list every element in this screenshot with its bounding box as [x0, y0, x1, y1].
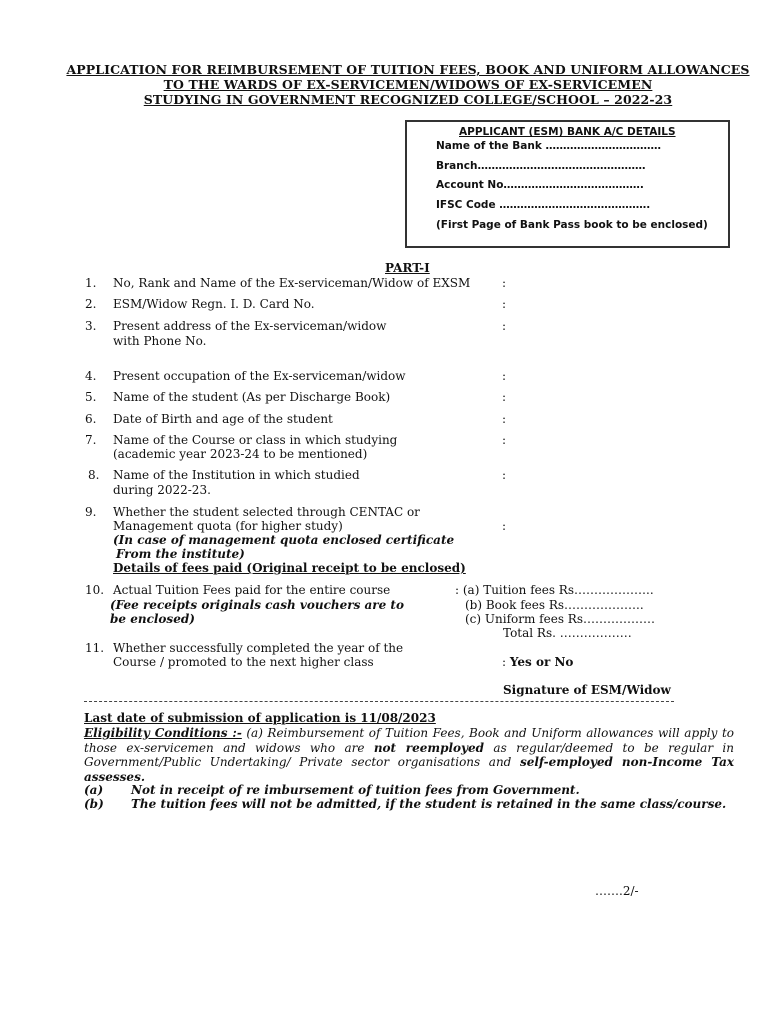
condition-a-text: Not in receipt of re imbursement of tuition fees from Government.	[131, 783, 580, 797]
item-1-number: 1.	[85, 276, 97, 290]
item-3-label-cont: with Phone No.	[113, 334, 207, 348]
item-11-label-cont: Course / promoted to the next higher class	[113, 655, 374, 669]
part-heading: PART-I	[385, 261, 430, 275]
item-2-label: ESM/Widow Regn. I. D. Card No.	[113, 297, 315, 311]
uniform-fees-line: (c) Uniform fees Rs………………	[465, 612, 655, 626]
item-11-answer-colon: :	[502, 655, 510, 669]
bank-account-field: Account No………………………………….	[436, 179, 644, 191]
bank-name-field: Name of the Bank ……………………………	[436, 140, 662, 152]
item-8-label: Name of the Institution in which studied	[113, 468, 360, 482]
item-11-label: Whether successfully completed the year of the	[113, 641, 404, 655]
eligibility-text-2: as regular/deemed to be regular in Government/Public Undertaking/ Private sector organisations and	[84, 740, 734, 769]
eligibility-label: Eligibility Conditions :-	[84, 726, 242, 740]
eligibility-self-employed: self-employed	[519, 755, 613, 769]
yes-or-no: Yes or No	[509, 655, 574, 669]
item-6-colon: :	[502, 412, 507, 426]
item-9-note-cont: From the institute)	[116, 547, 245, 561]
tuition-fees-line: : (a) Tuition fees Rs………………..	[455, 583, 654, 597]
item-10-note-cont: be enclosed)	[110, 612, 195, 626]
item-6-label: Date of Birth and age of the student	[113, 412, 333, 426]
signature-label: Signature of ESM/Widow	[503, 683, 671, 697]
bank-details-heading: APPLICANT (ESM) BANK A/C DETAILS	[459, 126, 676, 138]
item-9-note: (In case of management quota enclosed certificate	[113, 533, 455, 547]
item-7-label: Name of the Course or class in which studying	[113, 433, 398, 447]
item-10-label: Actual Tuition Fees paid for the entire course	[113, 583, 391, 597]
item-5-label: Name of the student (As per Discharge Book)	[113, 390, 391, 404]
item-3-colon: :	[502, 319, 507, 333]
eligibility-conditions	[84, 726, 734, 784]
item-9-number: 9.	[85, 505, 97, 519]
item-8-label-cont: during 2022-23.	[113, 483, 211, 497]
item-2-number: 2.	[85, 297, 97, 311]
eligibility-not-reemployed: not reemployed	[373, 740, 485, 755]
form-title-line-3: STUDYING IN GOVERNMENT RECOGNIZED COLLEGE/SCHOOL – 2022-23	[143, 92, 673, 107]
last-date-notice: Last date of submission of application is 11/08/2023	[84, 711, 436, 725]
total-fees-line: Total Rs. ………………	[503, 626, 632, 640]
item-3-number: 3.	[85, 319, 97, 333]
condition-a-label: (a)	[84, 783, 104, 797]
item-7-colon: :	[502, 433, 507, 447]
bank-ifsc-field: IFSC Code …………………………………….	[436, 199, 651, 211]
item-5-number: 5.	[85, 390, 97, 404]
eligibility-text-1: (a) Reimbursement of Tuition Fees, Book and Uniform allowances will apply to those ex-servicemen and widows who are	[84, 726, 735, 755]
item-8-number: 8.	[88, 468, 100, 482]
item-9-label-cont: Management quota (for higher study)	[113, 519, 343, 533]
item-4-number: 4.	[85, 369, 97, 383]
bank-details-box	[405, 120, 730, 248]
bank-branch-field: Branch…………………………………………	[436, 160, 646, 172]
bank-passbook-note: (First Page of Bank Pass book to be enclosed)	[436, 219, 708, 231]
page-continuation: …….2/-	[595, 884, 639, 898]
form-title-line-1: APPLICATION FOR REIMBURSEMENT OF TUITION FEES, BOOK AND UNIFORM ALLOWANCES	[66, 62, 750, 77]
condition-b-text: The tuition fees will not be admitted, if the student is retained in the same class/course.	[131, 797, 727, 811]
dashed-divider	[84, 701, 674, 702]
item-3-label: Present address of the Ex-serviceman/widow	[113, 319, 387, 333]
item-10-number: 10.	[85, 583, 105, 597]
item-5-colon: :	[502, 390, 507, 404]
item-6-number: 6.	[85, 412, 97, 426]
item-7-label-cont: (academic year 2023-24 to be mentioned)	[113, 447, 368, 461]
fees-details-heading: Details of fees paid (Original receipt to be enclosed)	[113, 561, 466, 575]
item-11-number: 11.	[85, 641, 105, 655]
eligibility-text-3: non-Income Tax assesses.	[84, 755, 734, 784]
item-1-colon: :	[502, 276, 507, 290]
item-4-label: Present occupation of the Ex-serviceman/widow	[113, 369, 406, 383]
item-11-answer	[502, 655, 573, 669]
item-7-number: 7.	[85, 433, 97, 447]
condition-b-label: (b)	[84, 797, 104, 811]
form-title-line-2: TO THE WARDS OF EX-SERVICEMEN/WIDOWS OF EX-SERVICEMEN	[163, 77, 653, 92]
item-1-label: No, Rank and Name of the Ex-serviceman/Widow of EXSM	[113, 276, 471, 290]
item-10-note: (Fee receipts originals cash vouchers are to	[110, 598, 404, 612]
item-9-label: Whether the student selected through CENTAC or	[113, 505, 420, 519]
item-8-colon: :	[502, 468, 507, 482]
book-fees-line: (b) Book fees Rs………………..	[465, 598, 644, 612]
item-4-colon: :	[502, 369, 507, 383]
item-9-colon: :	[502, 519, 507, 533]
item-2-colon: :	[502, 297, 507, 311]
